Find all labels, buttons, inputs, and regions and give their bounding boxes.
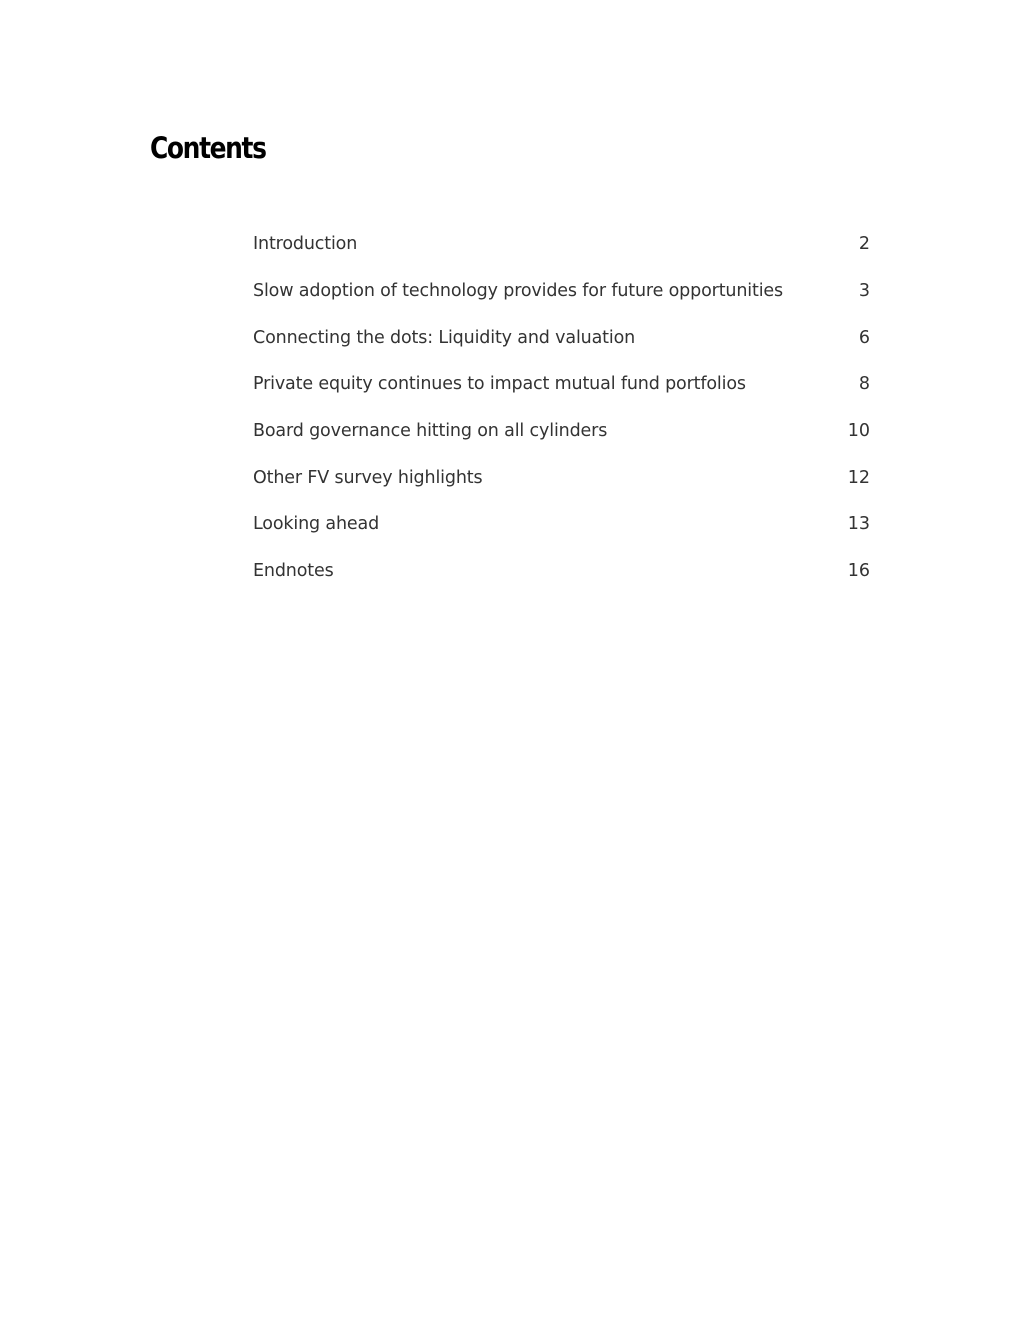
toc-entry[interactable] — [253, 361, 870, 408]
toc-entry-title: Connecting the dots: Liquidity and valuation — [253, 327, 636, 348]
toc-entry-title: Other FV survey highlights — [253, 467, 483, 488]
toc-entry-title: Introduction — [253, 234, 358, 255]
page-title: Contents — [150, 131, 266, 165]
toc-entry-page-number: 10 — [847, 421, 870, 442]
toc-entry[interactable] — [253, 548, 870, 595]
toc-entry-page-number: 2 — [858, 234, 870, 255]
toc-entry-title: Endnotes — [253, 561, 334, 582]
toc-entry-page-number: 13 — [847, 514, 870, 535]
table-of-contents — [253, 221, 870, 595]
toc-entry[interactable] — [253, 454, 870, 501]
toc-entry[interactable] — [253, 501, 870, 548]
toc-entry-page-number: 12 — [847, 467, 870, 488]
toc-entry-title: Looking ahead — [253, 514, 380, 535]
toc-entry[interactable] — [253, 221, 870, 268]
toc-entry[interactable] — [253, 268, 870, 315]
toc-entry[interactable] — [253, 408, 870, 455]
toc-entry-page-number: 3 — [858, 281, 870, 302]
toc-entry-page-number: 8 — [858, 374, 870, 395]
toc-entry-page-number: 16 — [847, 561, 870, 582]
toc-entry-title: Board governance hitting on all cylinders — [253, 421, 608, 442]
toc-entry[interactable] — [253, 314, 870, 361]
toc-entry-page-number: 6 — [858, 327, 870, 348]
toc-entry-title: Slow adoption of technology provides for future opportunities — [253, 281, 784, 302]
toc-entry-title: Private equity continues to impact mutual fund portfolios — [253, 374, 746, 395]
